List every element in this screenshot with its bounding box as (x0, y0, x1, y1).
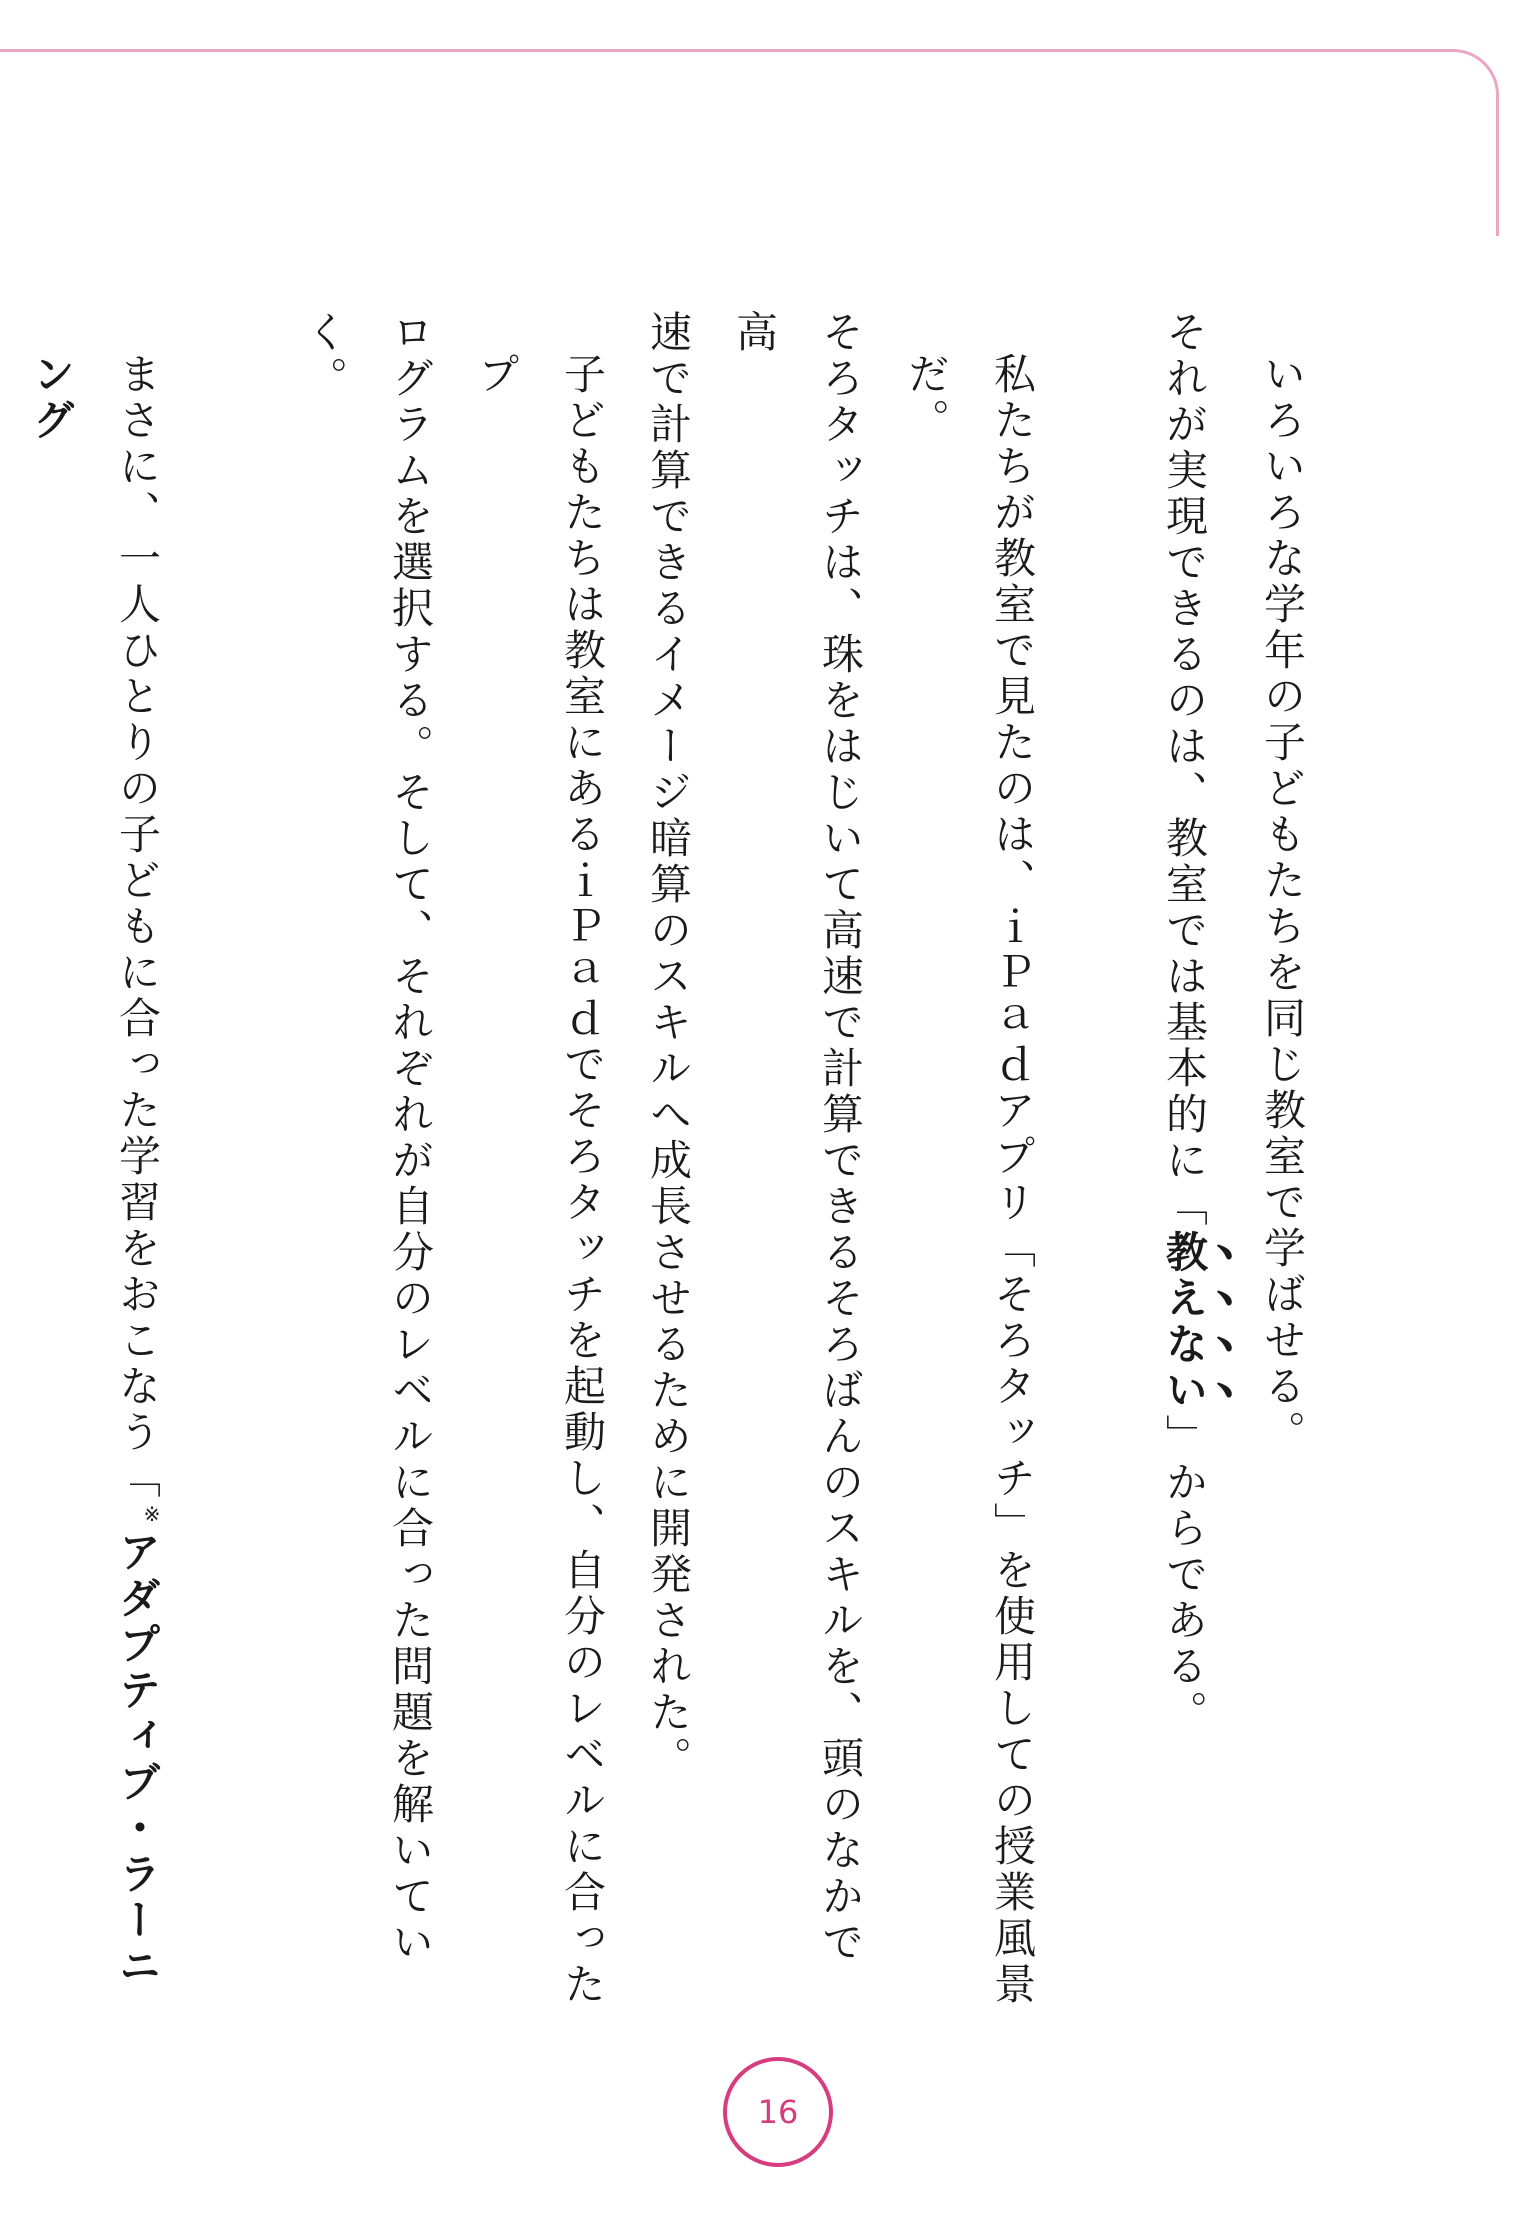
bold-phrase-oshienai: 教えない (1160, 1230, 1209, 1414)
paragraph-4-line-1 (8, 310, 195, 2010)
paragraph-2 (625, 310, 1055, 2010)
paragraph-3 (281, 310, 625, 2010)
paragraph-2-line-1: 私たちが教室で見たのは、ｉＰａｄアプリ「そろタッチ」を使用しての授業風景だ。 (902, 352, 1037, 2008)
paragraph-gap (195, 310, 281, 2010)
paragraph-1-line-2 (1141, 310, 1239, 2010)
paragraph-1-line-2-pre: それが実現できるのは、教室では基本的に「 (1160, 310, 1209, 1230)
bold-phrase-adaptive-learning: アダプティブ・ラーニング (27, 352, 162, 1990)
paragraph-1-line-2-post: 」からである。 (1160, 1414, 1209, 1736)
paragraph-2-line-2: そろタッチは、珠をはじいて高速で計算できるそろばんのスキルを、頭のなかで高 (730, 310, 865, 1966)
body-text (0, 310, 1325, 2010)
paragraph-3-line-2: ログラムを選択する。そして、それぞれが自分のレベルに合った問題を解いていく。 (300, 310, 435, 1966)
page-frame-right-line (1496, 140, 1499, 236)
paragraph-2-line-3: 速で計算できるイメージ暗算のスキルへ成長させるために開発された。 (644, 310, 693, 1782)
page-number: 16 (723, 2057, 833, 2167)
paragraph-4-line-1-pre: まさに、一人ひとりの子どもに合った学習をおこなう「 (113, 352, 162, 1502)
page-frame-top-line (0, 49, 1445, 52)
paragraph-1 (1141, 310, 1325, 2010)
paragraph-gap (1055, 310, 1141, 2010)
paragraph-1-line-1: いろいろな学年の子どもたちを同じ教室で学ばせる。 (1258, 352, 1307, 1456)
footnote-mark: ※ (140, 1502, 164, 1530)
paragraph-4 (0, 310, 195, 2010)
paragraph-3-line-1: 子どもたちは教室にあるｉＰａｄでそろタッチを起動し、自分のレベルに合ったプ (472, 352, 607, 2008)
paragraph-4-line-2 (0, 310, 8, 2010)
page-frame-corner (1399, 49, 1499, 149)
